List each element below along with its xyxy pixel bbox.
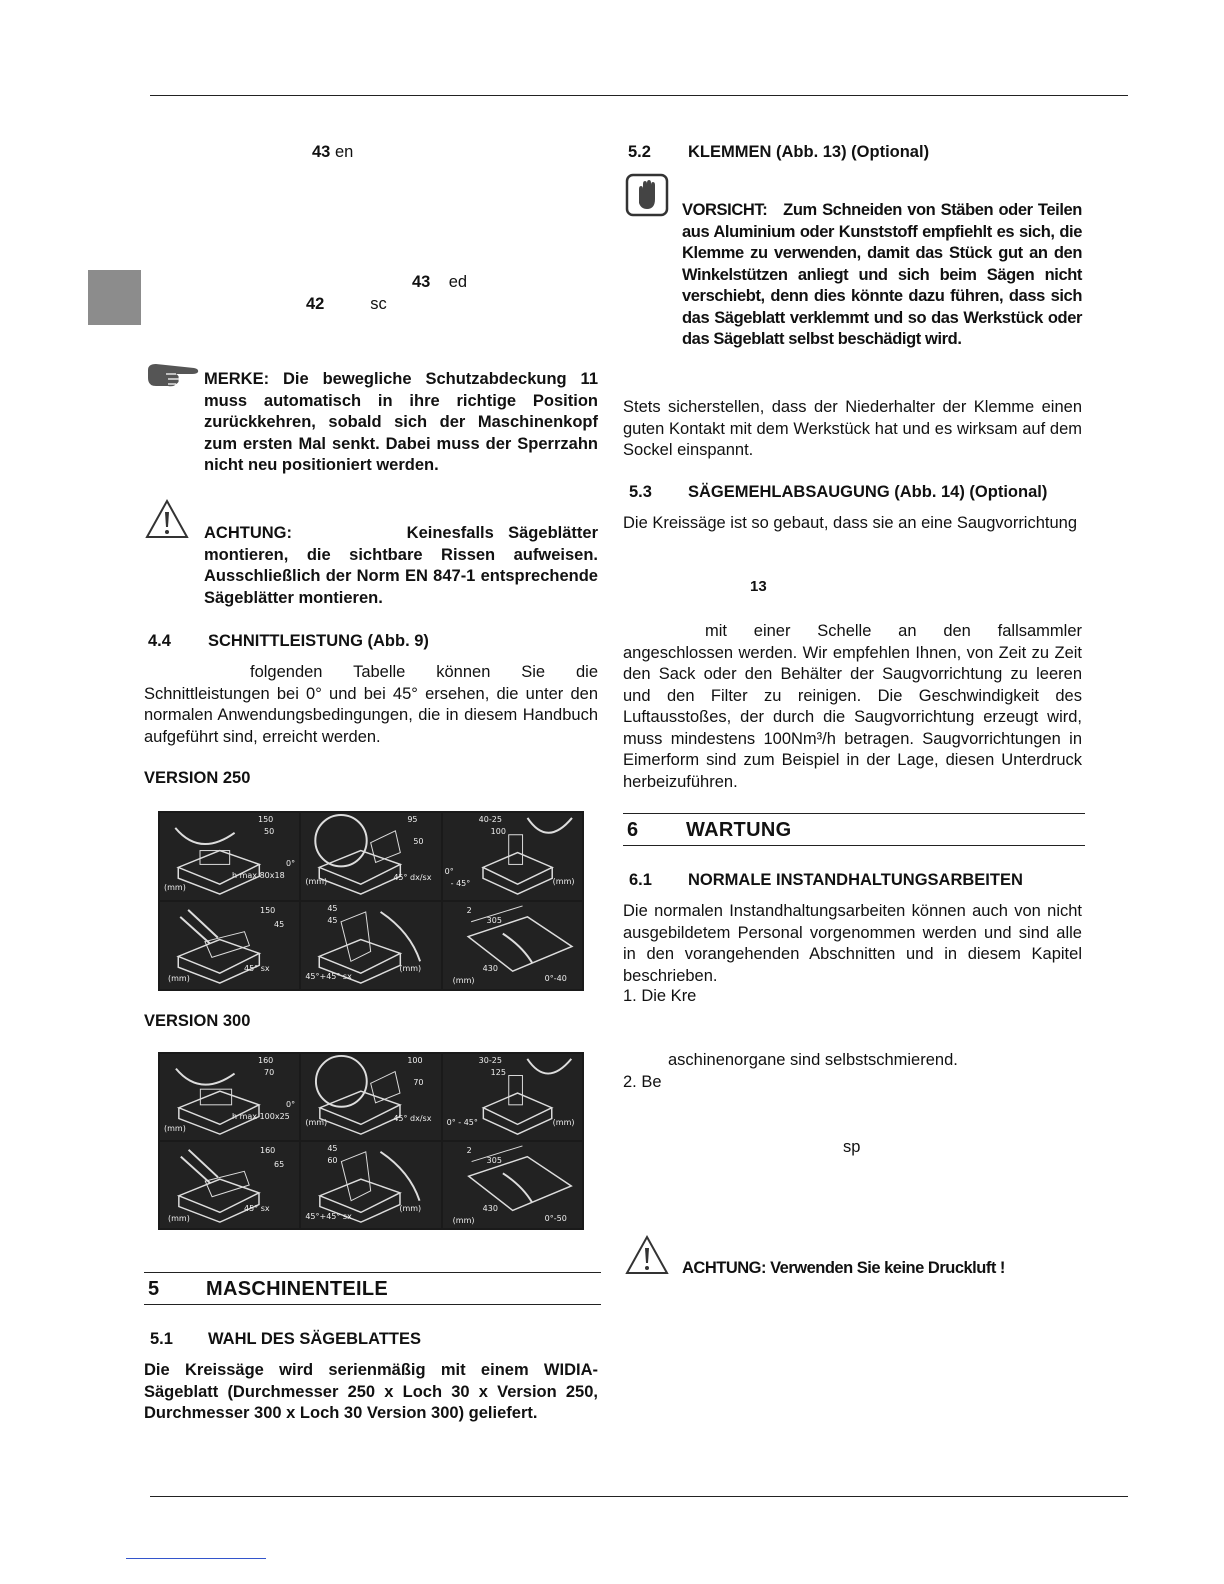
list-item-2-fragment: sp xyxy=(843,1138,861,1156)
fig250-c6-unit: (mm) xyxy=(452,976,475,985)
fig250-cell-4 xyxy=(160,902,299,989)
fig300-c3-dim2: 125 xyxy=(490,1068,506,1077)
fig300-cell-1 xyxy=(160,1054,299,1140)
section-5-3-text-a: Die Kreissäge ist so gebaut, dass sie an eine Saugvorrichtung xyxy=(623,514,1078,532)
header-rule xyxy=(150,95,1128,96)
section-5-3-fragment: 13 xyxy=(750,578,767,595)
section-6-number: 6 xyxy=(627,819,639,841)
fig300-c4-dim1: 160 xyxy=(260,1146,276,1155)
section-6-rule-top xyxy=(623,813,1085,814)
fig250-cell-5 xyxy=(301,902,440,989)
fig250-c4-dim1: 150 xyxy=(260,906,276,915)
fig250-c2-dim1: 95 xyxy=(407,815,418,824)
warning-triangle-icon xyxy=(144,498,190,540)
fig250-c4-unit: (mm) xyxy=(168,974,190,983)
figure-version-300 xyxy=(158,1052,584,1230)
fig300-cell-6 xyxy=(443,1142,582,1228)
fig300-c6-dim1: 2 xyxy=(466,1146,472,1155)
section-5-rule-bottom xyxy=(144,1304,601,1305)
fig250-c1-hmax: h max 80x18 xyxy=(232,871,285,880)
section-5-1-number: 5.1 xyxy=(150,1330,173,1348)
section-4-4-text: folgenden Tabelle können Sie die Schnittleistungen bei 0° und bei 45° ersehen, die unter den normalen Anwendungsbedingungen, die in diesem Handbuch aufgeführt sind, erreicht werden. xyxy=(144,663,598,746)
fig300-c5-dim1: 45 xyxy=(327,1144,338,1153)
fig250-c3-dim2: 100 xyxy=(490,827,506,836)
fig300-c6-angle: 0°-50 xyxy=(544,1214,567,1223)
fig300-c5-dim2: 60 xyxy=(327,1156,338,1165)
fig250-c6-dim1: 2 xyxy=(466,906,472,915)
fig300-cell-2 xyxy=(301,1054,440,1140)
section-4-4-title: SCHNITTLEISTUNG (Abb. 9) xyxy=(208,632,429,650)
fig300-c4-unit: (mm) xyxy=(168,1214,190,1223)
section-5-3-number: 5.3 xyxy=(629,483,652,501)
fragment-3: 42 sc xyxy=(306,295,387,313)
fig300-c1-dim2: 70 xyxy=(264,1068,275,1077)
fig300-c2-dim2: 70 xyxy=(413,1078,424,1087)
fig250-cell-2 xyxy=(301,813,440,900)
fig300-c1-hmax: h max 100x25 xyxy=(232,1112,290,1121)
fig300-c4-angle: 45° sx xyxy=(244,1204,270,1213)
fragment-1: 43 en xyxy=(312,143,354,161)
stop-hand-icon xyxy=(625,173,669,217)
section-5-3-text-b: mit einer Schelle an den fallsammler angeschlossen werden. Wir empfehlen Ihnen, von Zeit zu Zeit den Sack oder den Behälter der Saugvorrichtung zu leeren und den Filter zu reinigen. Die Geschwindigkeit des Luftausstoßes, der durch die Saugvorrichtung erzeugt wird, muss mindestens 100Nm³/h betragen. Saugvorrichtungen in Eimerform sind zum Beispiel in der Lage, diesen Unterdruck herbeizuführen. xyxy=(623,622,1082,791)
fig250-cell-3 xyxy=(443,813,582,900)
fig300-c5-angle: 45°+45° sx xyxy=(305,1212,352,1221)
pointing-hand-icon xyxy=(146,362,198,388)
fig300-c6-dim3: 430 xyxy=(482,1204,498,1213)
section-5-title: MASCHINENTEILE xyxy=(206,1278,388,1300)
fig250-c6-angle: 0°-40 xyxy=(544,974,567,983)
fig300-c6-unit: (mm) xyxy=(452,1216,475,1225)
fig250-c6-dim2: 305 xyxy=(486,916,502,925)
section-5-rule-top xyxy=(144,1272,601,1273)
section-5-1-text: Die Kreissäge wird serienmäßig mit einem WIDIA-Sägeblatt (Durchmesser 250 x Loch 30 x Version 250, Durchmesser 300 x Loch 30 Version 300) geliefert. xyxy=(144,1361,598,1422)
fig250-c3-dim1: 40-25 xyxy=(478,815,502,824)
fig250-c1-dim1: 150 xyxy=(258,815,274,824)
chapter-tab xyxy=(88,270,141,325)
fig300-c1-unit: (mm) xyxy=(164,1124,186,1133)
section-6-1-text: Die normalen Instandhaltungsarbeiten können auch von nicht ausgebildetem Personal vorgenommen werden und sind alle in den vorangehenden Abschnitten und in diesem Kapitel beschrieben. xyxy=(623,902,1082,985)
fig250-c5-angle: 45°+45° sx xyxy=(305,972,352,981)
warning-triangle-icon-2 xyxy=(624,1234,670,1276)
caution-vorsicht: VORSICHT: Zum Schneiden von Stäben oder Teilen aus Aluminium oder Kunststoff empfiehlt es sich, die Klemme zu verwenden, damit das Stück gut an den Winkelstützen anliegt und sich beim Sägen nicht verschiebt, denn dies könnte dazu führen, dass sich das Sägeblatt verklemmt und so das Werkstück oder das Sägeblatt selbst beschädigt wird. xyxy=(682,201,1082,348)
fig250-c2-dim2: 50 xyxy=(413,837,424,846)
fig250-c1-angle: 0° xyxy=(286,859,296,868)
section-5-3-title: SÄGEMEHLABSAUGUNG (Abb. 14) (Optional) xyxy=(688,483,1048,501)
fig300-c3-angle: 0° - 45° xyxy=(446,1118,478,1127)
warning-achtung: ACHTUNG: Keinesfalls Sägeblätter montieren, die sichtbare Rissen aufweisen. Ausschließlich der Norm EN 847-1 entsprechende Sägeblätter montieren. xyxy=(204,524,598,607)
fig300-c2-angle: 45° dx/sx xyxy=(393,1114,432,1123)
fig250-c5-unit: (mm) xyxy=(399,964,422,973)
fig300-c2-dim1: 100 xyxy=(407,1056,423,1065)
fig250-cell-6 xyxy=(443,902,582,989)
fig250-c1-dim2: 50 xyxy=(264,827,275,836)
fig250-c5-dim1: 45 xyxy=(327,904,338,913)
section-4-4-number: 4.4 xyxy=(148,632,171,650)
section-6-title: WARTUNG xyxy=(686,819,792,841)
warning-druckluft: ACHTUNG: Verwenden Sie keine Druckluft ! xyxy=(682,1259,1005,1277)
version-300-label: VERSION 300 xyxy=(144,1012,251,1030)
figure-version-250 xyxy=(158,811,584,991)
fig250-c5-dim2: 45 xyxy=(327,916,338,925)
fig300-cell-5 xyxy=(301,1142,440,1228)
footer-link-underline xyxy=(126,1558,266,1559)
fig250-c6-dim3: 430 xyxy=(482,964,498,973)
fig300-c1-dim1: 160 xyxy=(258,1056,274,1065)
fig300-cell-3 xyxy=(443,1054,582,1140)
fig250-c4-dim2: 45 xyxy=(274,920,285,929)
version-250-label: VERSION 250 xyxy=(144,769,251,787)
fig300-c4-dim2: 65 xyxy=(274,1160,285,1169)
fig250-c2-angle: 45° dx/sx xyxy=(393,873,432,882)
section-6-1-number: 6.1 xyxy=(629,871,652,889)
section-5-1-title: WAHL DES SÄGEBLATTES xyxy=(208,1330,421,1348)
section-6-rule-bottom xyxy=(623,845,1085,846)
fig300-c1-angle: 0° xyxy=(286,1100,296,1109)
list-item-2: 2. Be xyxy=(623,1073,662,1091)
fig250-c2-unit: (mm) xyxy=(305,877,328,886)
fig250-c4-angle: 45° sx xyxy=(244,964,270,973)
fig300-c6-dim2: 305 xyxy=(486,1156,502,1165)
list-item-1-continued: aschinenorgane sind selbstschmierend. xyxy=(668,1051,958,1069)
list-item-1: 1. Die Kre xyxy=(623,987,697,1005)
fig250-c1-unit: (mm) xyxy=(164,883,186,892)
fig300-c3-unit: (mm) xyxy=(552,1118,575,1127)
fig300-c5-unit: (mm) xyxy=(399,1204,422,1213)
fig250-cell-1 xyxy=(160,813,299,900)
section-6-1-title: NORMALE INSTANDHALTUNGSARBEITEN xyxy=(688,871,1023,889)
fig250-c3-angle2: - 45° xyxy=(450,879,471,888)
fig300-c2-unit: (mm) xyxy=(305,1118,328,1127)
fig250-c3-angle1: 0° xyxy=(444,867,454,876)
fig300-cell-4 xyxy=(160,1142,299,1228)
section-5-2-title: KLEMMEN (Abb. 13) (Optional) xyxy=(688,143,930,161)
fragment-2: 43 ed xyxy=(412,273,468,291)
fig250-c3-unit: (mm) xyxy=(552,877,575,886)
footer-rule xyxy=(150,1496,1128,1497)
fig300-c3-dim1: 30-25 xyxy=(478,1056,502,1065)
note-merke: MERKE: Die bewegliche Schutzabdeckung 11 muss automatisch in ihre richtige Position zurückkehren, sobald sich der Maschinenkopf zum ersten Mal senkt. Dabei muss der Sperrzahn nicht neu positioniert werden. xyxy=(204,370,598,474)
section-5-2-number: 5.2 xyxy=(628,143,651,161)
section-5-number: 5 xyxy=(148,1278,160,1300)
section-5-2-text: Stets sicherstellen, dass der Niederhalter der Klemme einen guten Kontakt mit dem Werkstück hat und es wirksam auf dem Sockel einspannt. xyxy=(623,398,1082,459)
